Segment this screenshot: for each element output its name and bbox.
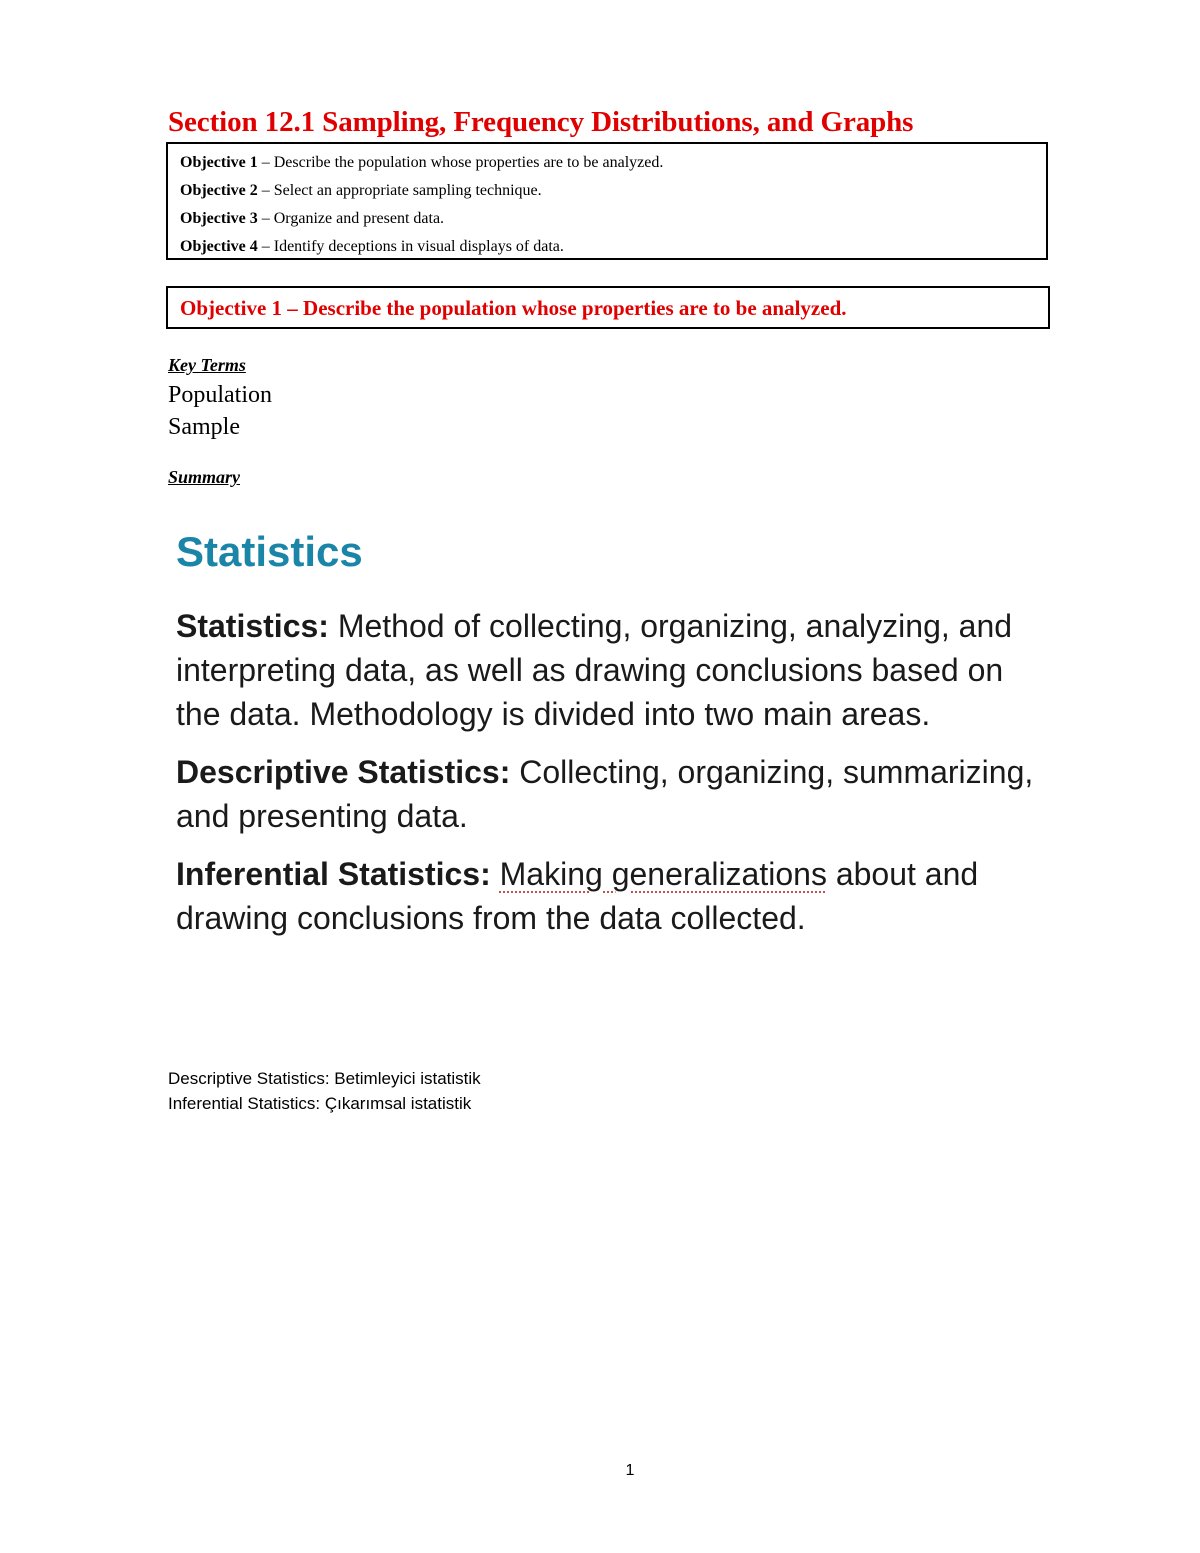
slide-paragraph-inferential bbox=[176, 852, 1056, 940]
page-number: 1 bbox=[625, 1462, 635, 1479]
slide-term: Inferential Statistics: bbox=[176, 856, 491, 892]
objective-label: Objective 1 bbox=[180, 154, 258, 171]
objective-label: Objective 2 bbox=[180, 182, 258, 199]
slide-definition: about and drawing conclusions from the data collected. bbox=[176, 856, 979, 936]
objective-3 bbox=[180, 205, 1046, 233]
slide-term: Descriptive Statistics: bbox=[176, 754, 511, 790]
slide-title: Statistics bbox=[176, 528, 363, 575]
objective-text: – Describe the population whose properties are to be analyzed. bbox=[257, 154, 664, 171]
translation-descriptive: Descriptive Statistics: Betimleyici istatistik bbox=[168, 1069, 481, 1088]
objective-label: Objective 4 bbox=[180, 238, 258, 255]
current-objective-box: Objective 1 – Describe the population whose properties are to be analyzed. bbox=[166, 286, 1050, 329]
slide-definition: Method of collecting, organizing, analyzing, and interpreting data, as well as drawing conclusions based on the data. Methodology is divided into two main areas. bbox=[176, 608, 1013, 732]
summary-slide-image bbox=[176, 526, 1056, 954]
objective-text: – Organize and present data. bbox=[257, 210, 445, 227]
objective-text: – Select an appropriate sampling technique. bbox=[257, 182, 542, 199]
objective-4 bbox=[180, 233, 1046, 261]
objective-1 bbox=[180, 149, 1046, 177]
slide-paragraph-statistics bbox=[176, 604, 1056, 736]
objectives-box bbox=[166, 142, 1048, 260]
key-term-sample: Sample bbox=[168, 414, 240, 440]
summary-heading: Summary bbox=[168, 467, 241, 487]
slide-definition: Collecting, organizing, summarizing, and presenting data. bbox=[176, 754, 1034, 834]
key-term-population: Population bbox=[168, 382, 273, 408]
objective-2 bbox=[180, 177, 1046, 205]
slide-term: Statistics: bbox=[176, 608, 329, 644]
spellcheck-flagged-phrase: Making generalizations bbox=[499, 856, 827, 892]
translation-inferential: Inferential Statistics: Çıkarımsal istatistik bbox=[168, 1094, 472, 1113]
objective-label: Objective 3 bbox=[180, 210, 258, 227]
section-title: Section 12.1 Sampling, Frequency Distributions, and Graphs bbox=[168, 106, 914, 138]
key-terms-heading: Key Terms bbox=[168, 355, 246, 375]
slide-paragraph-descriptive bbox=[176, 750, 1056, 838]
objective-text: – Identify deceptions in visual displays of data. bbox=[257, 238, 564, 255]
slide-spacer bbox=[491, 856, 500, 892]
